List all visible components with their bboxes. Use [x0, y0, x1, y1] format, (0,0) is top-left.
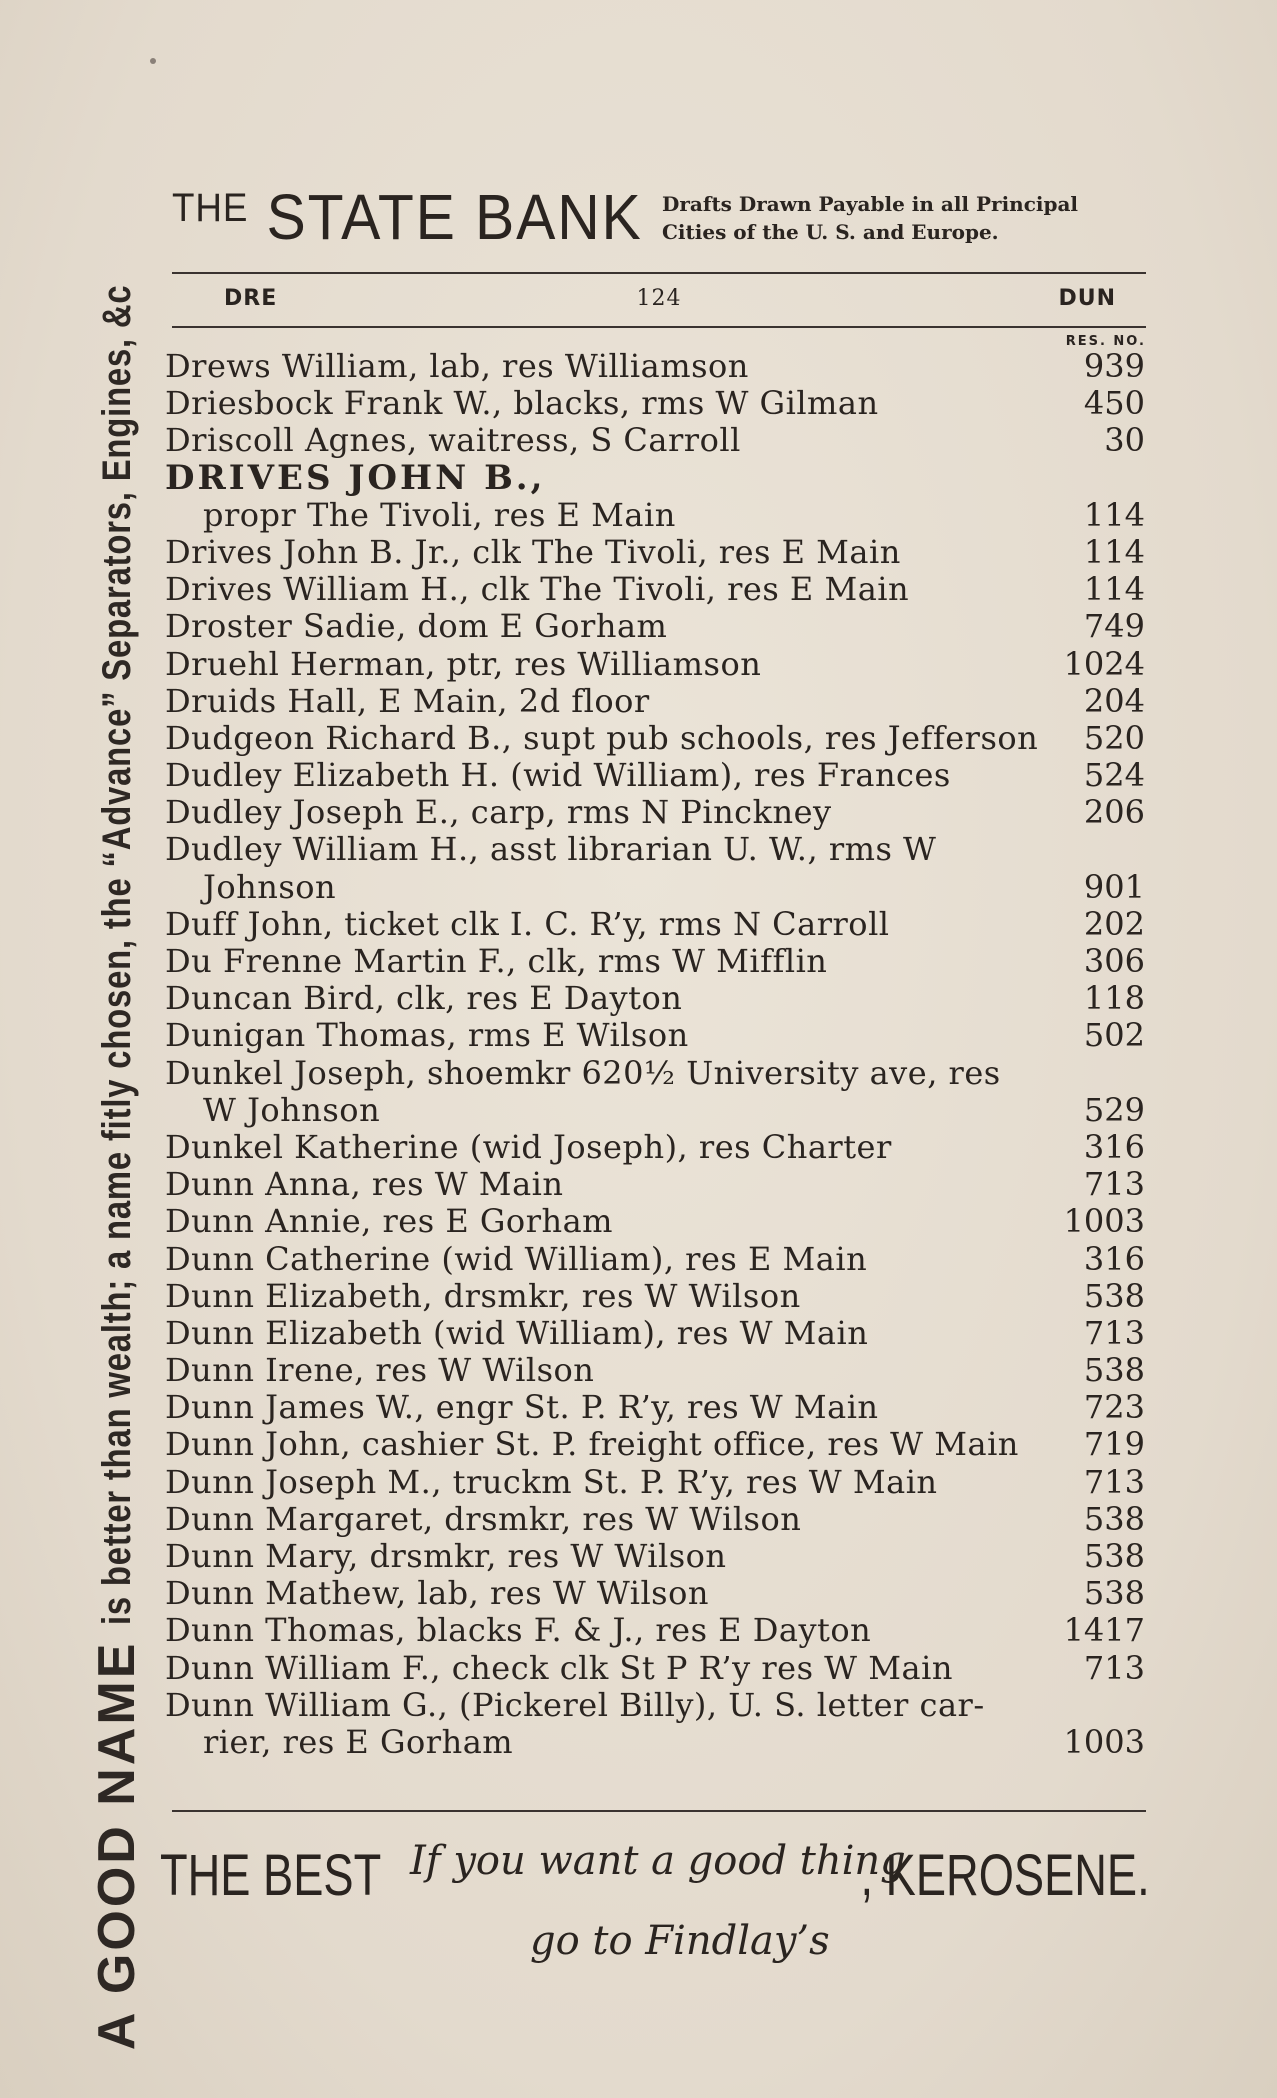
entry-residence-number: 749	[1083, 607, 1145, 646]
directory-entry	[165, 1092, 1145, 1129]
entry-residence-number: 713	[1083, 1648, 1145, 1687]
running-head	[172, 286, 1146, 316]
entry-residence-number: 1417	[1063, 1611, 1145, 1650]
entry-name: propr The Tivoli, res E Main	[203, 495, 676, 534]
entry-name: Dudgeon Richard B., supt pub schools, res Jefferson	[165, 718, 1039, 757]
directory-entry	[165, 720, 1145, 757]
entry-residence-number: 520	[1083, 718, 1145, 757]
entry-residence-number: 939	[1083, 347, 1145, 385]
directory-entry	[165, 1017, 1145, 1054]
entry-name: Dunn Anna, res W Main	[165, 1165, 564, 1204]
entry-residence-number: 502	[1083, 1016, 1145, 1055]
directory-entry	[165, 906, 1145, 943]
directory-entry	[165, 385, 1145, 422]
directory-entry	[165, 1575, 1145, 1612]
directory-entry	[165, 1278, 1145, 1315]
entry-name: Dunn Thomas, blacks F. & J., res E Dayton	[165, 1611, 872, 1650]
directory-listing	[165, 348, 1145, 1761]
entry-residence-number: 529	[1083, 1090, 1145, 1129]
sidebar-headline: A GOOD NAME	[88, 1640, 146, 2051]
entry-name: Du Frenne Martin F., clk, rms W Mifflin	[165, 942, 828, 980]
entry-name: Duncan Bird, clk, res E Dayton	[165, 979, 683, 1018]
entry-name: Dunn Catherine (wid William), res E Main	[165, 1239, 868, 1278]
entry-name: Drives John B. Jr., clk The Tivoli, res E Main	[165, 532, 901, 571]
column-heading: RES. NO.	[1065, 334, 1146, 349]
entry-residence-number: 204	[1083, 681, 1145, 720]
bank-tagline: Drafts Drawn Payable in all Principal Cities of the U. S. and Europe.	[662, 192, 1079, 244]
footer-script-line-1: If you want a good thing	[410, 1838, 906, 1884]
directory-entry	[165, 1166, 1145, 1203]
paper-speck	[150, 58, 156, 64]
entry-name: Duff John, ticket clk I. C. R’y, rms N Carroll	[165, 904, 890, 943]
entry-residence-number: 723	[1083, 1388, 1145, 1427]
entry-residence-number: 901	[1083, 867, 1145, 906]
bank-title	[172, 180, 643, 254]
directory-entry	[165, 1389, 1145, 1426]
directory-entry	[165, 608, 1145, 645]
directory-entry	[165, 1352, 1145, 1389]
directory-entry	[165, 869, 1145, 906]
entry-name: Dunn Margaret, drsmkr, res W Wilson	[165, 1499, 802, 1538]
sidebar-slogan: is better than wealth; a name fitly chosen, the “Advance” Separators, Engines, &c	[94, 284, 139, 1625]
entry-residence-number: 30	[1104, 421, 1145, 460]
entry-name: Dunn Irene, res W Wilson	[165, 1351, 595, 1390]
directory-entry	[165, 1612, 1145, 1649]
bank-advertisement	[172, 180, 1146, 260]
directory-entry	[165, 1241, 1145, 1278]
entry-name: Dunn James W., engr St. P. R’y, res W Main	[165, 1388, 879, 1427]
bank-title-name: STATE BANK	[266, 181, 643, 253]
directory-entry	[165, 534, 1145, 571]
entry-name: Dunn William F., check clk St P R’y res W Main	[165, 1648, 953, 1687]
entry-name: Druehl Herman, ptr, res Williamson	[165, 644, 762, 683]
directory-entry	[165, 1129, 1145, 1166]
entry-name: Driscoll Agnes, waitress, S Carroll	[165, 421, 741, 460]
directory-entry	[165, 831, 1145, 868]
directory-entry	[165, 422, 1145, 459]
directory-entry	[165, 980, 1145, 1017]
entry-residence-number: 114	[1083, 570, 1145, 609]
entry-name: Dunkel Joseph, shoemkr 620½ University ave, res	[165, 1053, 1001, 1092]
directory-entry	[165, 943, 1145, 980]
footer-advertisement	[160, 1818, 1150, 1998]
bank-title-the: THE	[172, 186, 249, 230]
directory-entry	[165, 1315, 1145, 1352]
entry-name: W Johnson	[203, 1090, 381, 1129]
page-number: 124	[636, 286, 682, 311]
entry-residence-number: 524	[1083, 756, 1145, 795]
entry-residence-number: 719	[1083, 1425, 1145, 1464]
running-head-right: DUN	[1058, 286, 1116, 311]
entry-name: Dunn Elizabeth, drsmkr, res W Wilson	[165, 1276, 801, 1315]
entry-name: Dunkel Katherine (wid Joseph), res Charter	[165, 1127, 892, 1166]
directory-entry	[165, 1426, 1145, 1463]
entry-name: Drives William H., clk The Tivoli, res E Main	[165, 570, 910, 609]
entry-name: Dunn Elizabeth (wid William), res W Main	[165, 1313, 869, 1352]
entry-residence-number: 1003	[1063, 1722, 1145, 1761]
running-head-rule	[172, 326, 1146, 328]
footer-script	[400, 1818, 906, 1988]
entry-name: Dunn Mary, drsmkr, res W Wilson	[165, 1537, 727, 1575]
entry-residence-number: 450	[1083, 384, 1145, 423]
footer-right-text: , KEROSENE.	[860, 1843, 1150, 1908]
header-rule	[172, 272, 1146, 274]
entry-residence-number: 538	[1083, 1276, 1145, 1315]
entry-residence-number: 202	[1083, 904, 1145, 943]
directory-entry	[165, 1203, 1145, 1240]
entry-name: Dunn John, cashier St. P. freight office, res W Main	[165, 1425, 1019, 1464]
entry-name: Drews William, lab, res Williamson	[165, 347, 749, 385]
directory-entry	[165, 683, 1145, 720]
entry-name: Dunn Annie, res E Gorham	[165, 1202, 614, 1241]
entry-name: Dunn Mathew, lab, res W Wilson	[165, 1574, 709, 1613]
entry-name: Dunigan Thomas, rms E Wilson	[165, 1016, 689, 1055]
footer-script-line-2: go to Findlay’s	[530, 1918, 830, 1964]
entry-residence-number: 713	[1083, 1313, 1145, 1352]
directory-entry	[165, 794, 1145, 831]
footer-rule	[172, 1810, 1146, 1812]
entry-name: Druids Hall, E Main, 2d floor	[165, 681, 650, 720]
entry-residence-number: 1003	[1063, 1202, 1145, 1241]
entry-residence-number: 316	[1083, 1239, 1145, 1278]
sidebar-advertisement	[72, 160, 162, 2051]
entry-residence-number: 118	[1083, 979, 1145, 1018]
directory-entry	[165, 1055, 1145, 1092]
entry-residence-number: 538	[1083, 1574, 1145, 1613]
footer-left-text: THE BEST	[160, 1843, 382, 1908]
entry-name: Droster Sadie, dom E Gorham	[165, 607, 668, 646]
entry-name: Driesbock Frank W., blacks, rms W Gilman	[165, 384, 879, 423]
directory-entry	[165, 348, 1145, 385]
entry-residence-number: 713	[1083, 1462, 1145, 1501]
directory-entry	[165, 757, 1145, 794]
directory-entry	[165, 571, 1145, 608]
entry-name: Dunn William G., (Pickerel Billy), U. S. letter car-	[165, 1685, 985, 1724]
entry-residence-number: 538	[1083, 1499, 1145, 1538]
directory-entry	[165, 457, 1145, 498]
entry-residence-number: 114	[1083, 532, 1145, 571]
entry-residence-number: 538	[1083, 1351, 1145, 1390]
entry-name: Dudley Joseph E., carp, rms N Pinckney	[165, 793, 832, 832]
entry-residence-number: 1024	[1063, 644, 1145, 683]
directory-entry	[165, 1501, 1145, 1538]
entry-name: DRIVES JOHN B.,	[165, 457, 546, 498]
directory-entry	[165, 646, 1145, 683]
entry-residence-number: 114	[1083, 495, 1145, 534]
entry-residence-number: 538	[1083, 1537, 1145, 1575]
entry-name: rier, res E Gorham	[203, 1722, 514, 1761]
entry-name: Dudley William H., asst librarian U. W., rms W	[165, 830, 937, 869]
directory-entry	[165, 1650, 1145, 1687]
entry-name: Dunn Joseph M., truckm St. P. R’y, res W Main	[165, 1462, 938, 1501]
directory-entry	[165, 1464, 1145, 1501]
running-head-left: DRE	[224, 286, 278, 311]
entry-residence-number: 306	[1083, 942, 1145, 980]
directory-entry	[165, 497, 1145, 534]
entry-residence-number: 713	[1083, 1165, 1145, 1204]
entry-residence-number: 316	[1083, 1127, 1145, 1166]
entry-residence-number: 206	[1083, 793, 1145, 832]
directory-entry	[165, 1724, 1145, 1761]
entry-name: Dudley Elizabeth H. (wid William), res Frances	[165, 756, 951, 795]
directory-entry	[165, 1687, 1145, 1724]
entry-name: Johnson	[203, 867, 337, 906]
directory-entry	[165, 1538, 1145, 1575]
